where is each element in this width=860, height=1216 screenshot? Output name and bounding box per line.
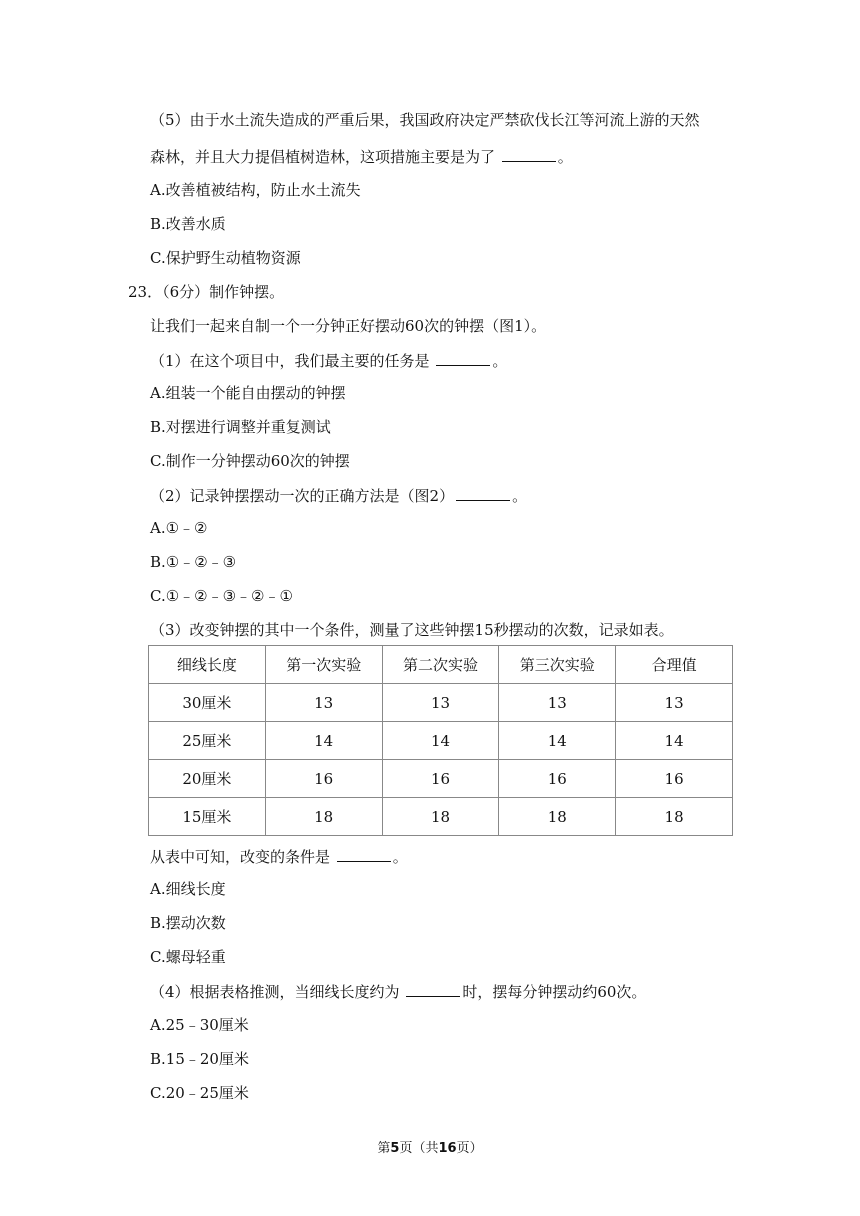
q23-4-stem-end: 时，摆每分钟摆动约60次。 xyxy=(462,983,647,1001)
table-cell: 14 xyxy=(382,722,499,760)
table-cell: 18 xyxy=(265,798,382,836)
q23-1-stem-end: 。 xyxy=(492,352,508,370)
table-cell: 20厘米 xyxy=(149,760,266,798)
table-cell: 13 xyxy=(265,684,382,722)
table-cell: 14 xyxy=(265,722,382,760)
table-cell: 30厘米 xyxy=(149,684,266,722)
answer-blank xyxy=(436,350,490,366)
answer-blank xyxy=(502,146,556,162)
q22-5-stem-text: 森林，并且大力提倡植树造林，这项措施主要是为了 xyxy=(150,148,496,166)
q23-3-question-text: 从表中可知，改变的条件是 xyxy=(150,848,331,866)
table-row xyxy=(149,798,733,836)
footer-total-pages: 16 xyxy=(438,1141,457,1156)
answer-blank xyxy=(337,846,391,862)
q23-3-stem: （3）改变钟摆的其中一个条件，测量了这些钟摆15秒摆动的次数，记录如表。 xyxy=(150,621,674,639)
q23-2-option-b: B.①﹣②﹣③ xyxy=(150,553,237,571)
q22-5-option-b: B.改善水质 xyxy=(150,215,226,233)
footer-page-number: 5 xyxy=(390,1141,400,1156)
table-cell: 14 xyxy=(499,722,616,760)
q22-5-stem-end: 。 xyxy=(557,148,573,166)
q23-1-option-c: C.制作一分钟摆动60次的钟摆 xyxy=(150,452,350,470)
table-cell: 15厘米 xyxy=(149,798,266,836)
table-row xyxy=(149,760,733,798)
q23-2-stem-text: （2）记录钟摆摆动一次的正确方法是（图2） xyxy=(150,487,455,505)
q23-3-option-b: B.摆动次数 xyxy=(150,914,226,932)
q22-5-stem-line1: （5）由于水土流失造成的严重后果，我国政府决定严禁砍伐长江等河流上游的天然 xyxy=(150,111,700,129)
q23-2-stem-end: 。 xyxy=(512,487,528,505)
q22-5-option-c: C.保护野生动植物资源 xyxy=(150,249,301,267)
answer-blank xyxy=(456,485,510,501)
table-cell: 18 xyxy=(382,798,499,836)
table-cell: 18 xyxy=(499,798,616,836)
q23-3-question-end: 。 xyxy=(392,848,408,866)
q23-1-stem-text: （1）在这个项目中，我们最主要的任务是 xyxy=(150,352,430,370)
q23-3-option-c: C.螺母轻重 xyxy=(150,948,226,966)
q23-1-stem xyxy=(150,350,507,371)
pendulum-data-table xyxy=(148,645,733,836)
q23-4-stem-text: （4）根据表格推测，当细线长度约为 xyxy=(150,983,400,1001)
q22-5-stem-line2 xyxy=(150,146,573,167)
q23-3-question xyxy=(150,846,408,867)
table-cell: 25厘米 xyxy=(149,722,266,760)
table-cell: 16 xyxy=(382,760,499,798)
q23-1-option-a: A.组装一个能自由摆动的钟摆 xyxy=(150,384,346,402)
table-cell: 13 xyxy=(499,684,616,722)
table-cell: 13 xyxy=(616,684,733,722)
table-header-cell: 第二次实验 xyxy=(382,646,499,684)
q23-3-option-a: A.细线长度 xyxy=(150,880,226,898)
q23-intro: 让我们一起来自制一个一分钟正好摆动60次的钟摆（图1）。 xyxy=(150,317,547,335)
table-row xyxy=(149,684,733,722)
q23-1-option-b: B.对摆进行调整并重复测试 xyxy=(150,418,331,436)
table-cell: 18 xyxy=(616,798,733,836)
q23-2-option-a: A.①﹣② xyxy=(150,519,208,537)
table-header-cell: 第三次实验 xyxy=(499,646,616,684)
q23-4-stem xyxy=(150,981,646,1002)
table-cell: 16 xyxy=(616,760,733,798)
table-cell: 16 xyxy=(265,760,382,798)
q22-5-option-a: A.改善植被结构，防止水土流失 xyxy=(150,181,361,199)
q23-4-option-b: B.15﹣20厘米 xyxy=(150,1050,249,1068)
table-header-row xyxy=(149,646,733,684)
answer-blank xyxy=(406,981,460,997)
table-header-cell: 合理值 xyxy=(616,646,733,684)
table-header-cell: 第一次实验 xyxy=(265,646,382,684)
q23-title: 23．（6分）制作钟摆。 xyxy=(128,283,285,301)
footer-post: 页） xyxy=(456,1141,483,1156)
table-cell: 13 xyxy=(382,684,499,722)
table-cell: 14 xyxy=(616,722,733,760)
q23-2-stem xyxy=(150,485,527,506)
q23-4-option-a: A.25﹣30厘米 xyxy=(150,1016,249,1034)
table-header-cell: 细线长度 xyxy=(149,646,266,684)
footer-mid: 页（共 xyxy=(399,1141,439,1156)
footer-pre: 第 xyxy=(377,1141,391,1156)
table-row xyxy=(149,722,733,760)
page-footer xyxy=(0,1140,860,1158)
table-cell: 16 xyxy=(499,760,616,798)
q23-2-option-c: C.①﹣②﹣③﹣②﹣① xyxy=(150,587,293,605)
q23-4-option-c: C.20﹣25厘米 xyxy=(150,1084,249,1102)
